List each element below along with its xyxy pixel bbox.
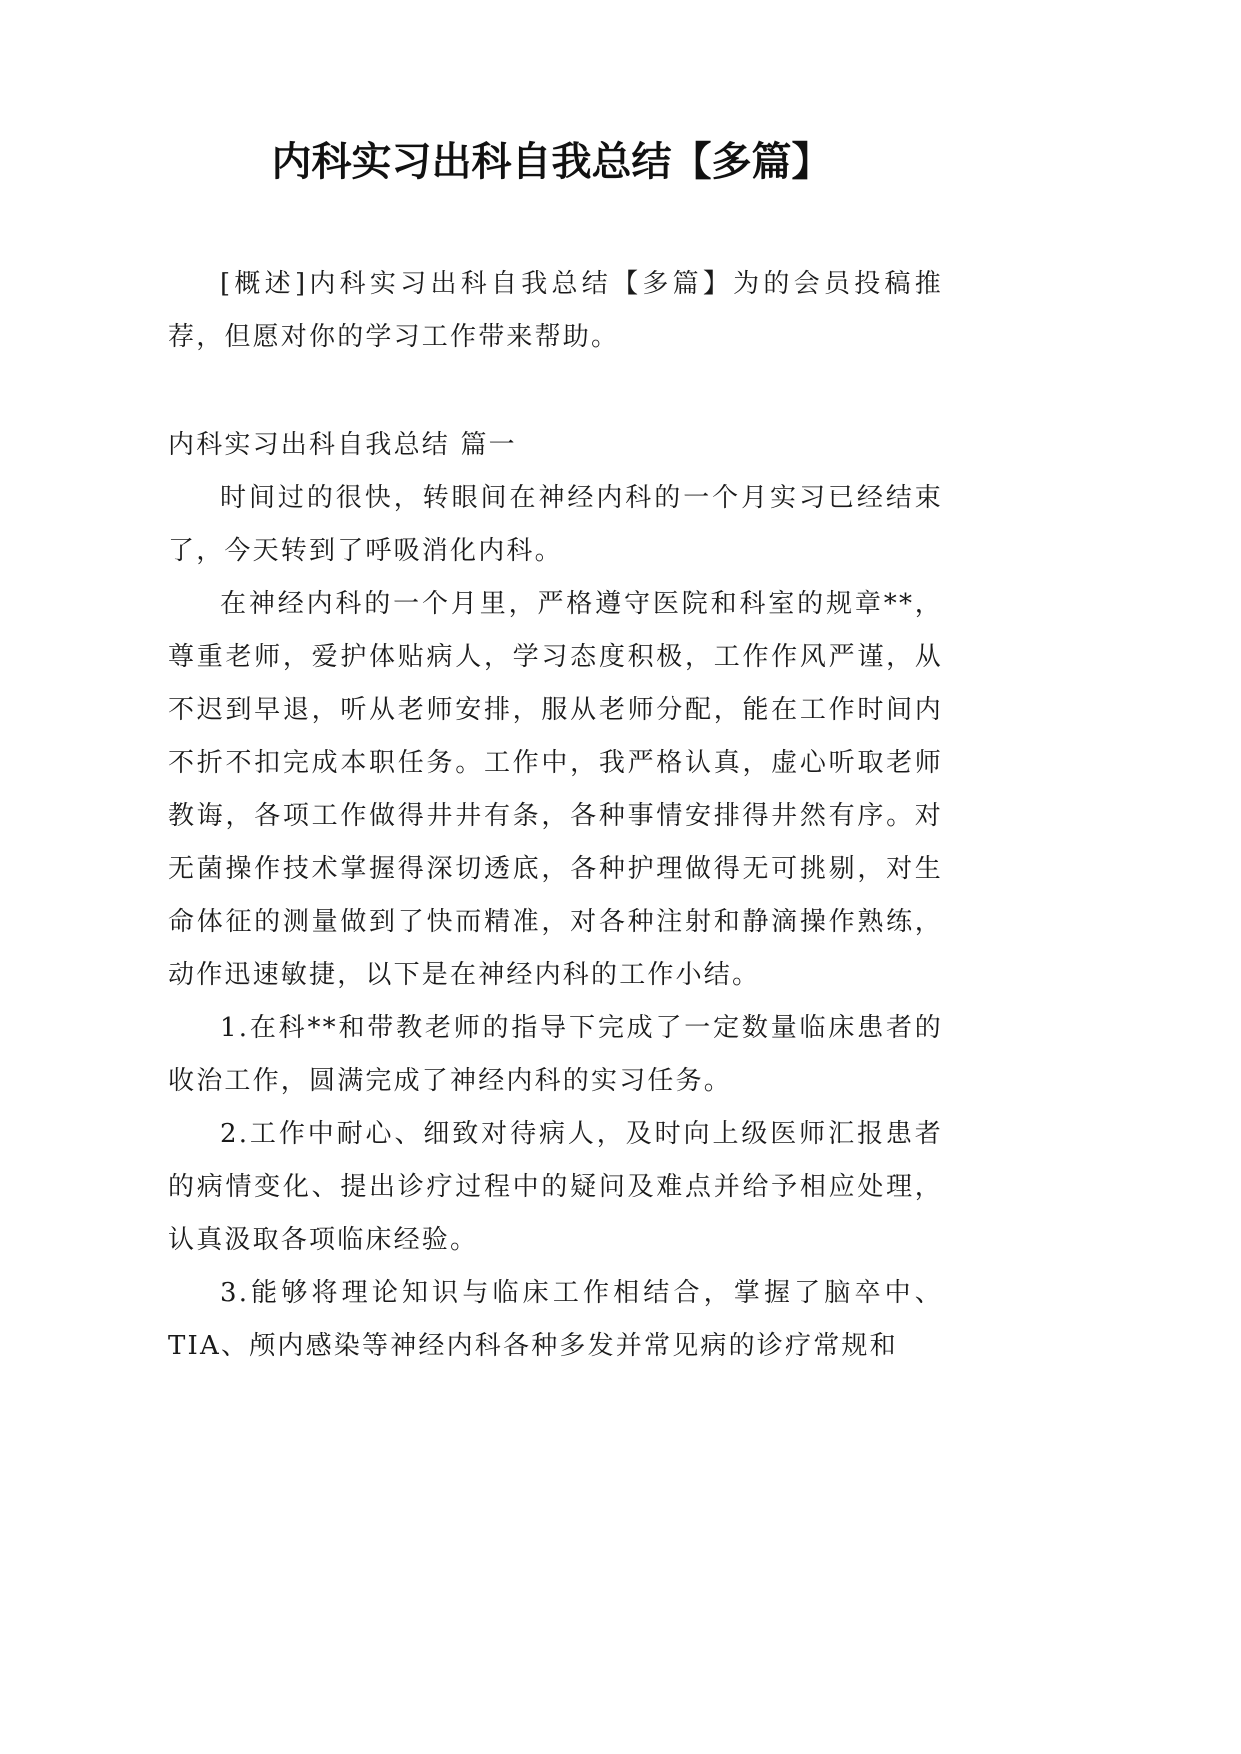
document-body — [168, 258, 943, 1373]
section-heading: 内科实习出科自我总结 篇一 — [168, 430, 517, 460]
body-paragraph-1: 时间过的很快，转眼间在神经内科的一个月实习已经结束了，今天转到了呼吸消化内科。 — [168, 483, 943, 566]
list-item-3: 3.能够将理论知识与临床工作相结合，掌握了脑卒中、TIA、颅内感染等神经内科各种多发并常见病的诊疗常规和 — [168, 1278, 943, 1361]
list-item-2: 2.工作中耐心、细致对待病人，及时向上级医师汇报患者的病情变化、提出诊疗过程中的疑问及难点并给予相应处理，认真汲取各项临床经验。 — [168, 1119, 943, 1255]
list-item-1: 1.在科**和带教老师的指导下完成了一定数量临床患者的收治工作，圆满完成了神经内科的实习任务。 — [168, 1013, 943, 1096]
body-paragraph-2: 在神经内科的一个月里，严格遵守医院和科室的规章**，尊重老师，爱护体贴病人，学习态度积极，工作作风严谨，从不迟到早退，听从老师安排，服从老师分配，能在工作时间内不折不扣完成本职任务。工作中，我严格认真，虚心听取老师教诲，各项工作做得井井有条，各种事情安排得井然有序。对无菌操作技术掌握得深切透底，各种护理做得无可挑剔，对生命体征的测量做到了快而精准，对各种注射和静滴操作熟练，动作迅速敏捷，以下是在神经内科的工作小结。 — [168, 589, 943, 990]
summary-paragraph: [概述]内科实习出科自我总结【多篇】为的会员投稿推荐，但愿对你的学习工作带来帮助。 — [168, 269, 943, 352]
document-title: 内科实习出科自我总结【多篇】 — [271, 139, 832, 185]
